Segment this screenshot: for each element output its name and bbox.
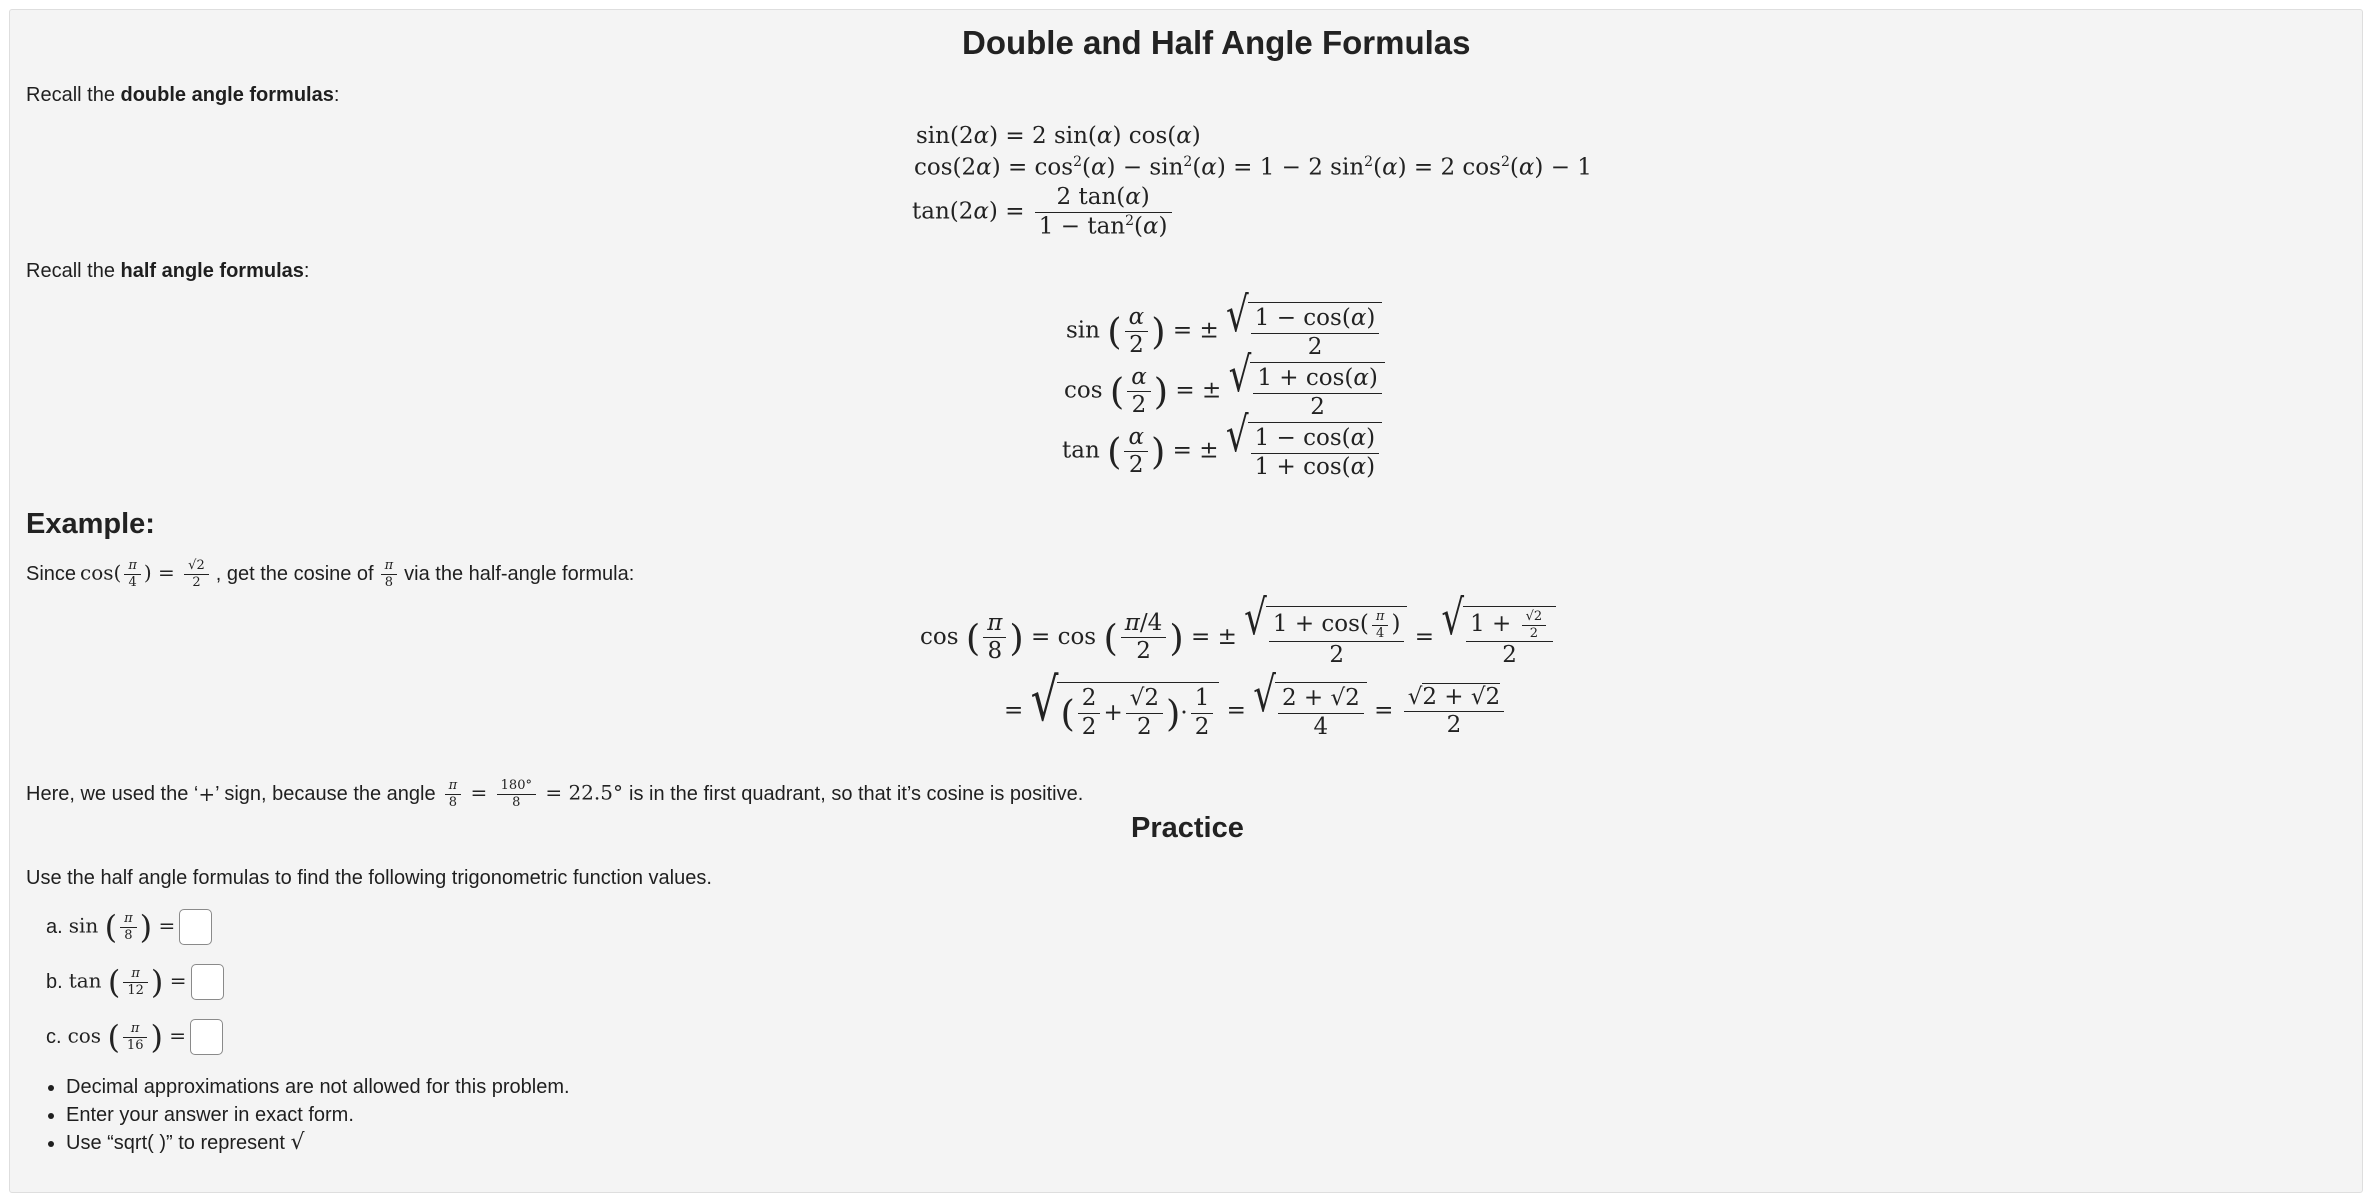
here-text-1: Here, we used the ‘ xyxy=(26,782,199,805)
plus-sign: + xyxy=(198,782,216,807)
half-angle-tan: tan ( $\frac{\alpha}{2}$ ) = ± √ $\frac{1 - \cos(\alpha)}{1 + \cos(\alpha)}$ xyxy=(1062,422,1382,481)
instructions-list xyxy=(26,1073,570,1157)
double-angle-formulas-label: double angle formulas xyxy=(120,84,334,106)
example-derivation-line-2: = √ ( $\frac{2}{2}$ + $\frac{√2}{2}$ ) · $\frac{1}{2}$ = √ $\frac{2 + √2}{4}$ = $\frac{√2 + √2}{2}$ xyxy=(1004,682,1507,741)
double-angle-tan: tan(2α) = $\frac{2 \tan(\alpha)}{1 - \tan^2(\alpha)}$ xyxy=(912,184,1175,241)
question-b xyxy=(46,963,224,1001)
example-heading: Example: xyxy=(26,508,155,540)
question-label: a. xyxy=(46,915,63,938)
question-a xyxy=(46,908,212,946)
question-b-math: tan ( $\frac{\pi}{12}$ ) = xyxy=(68,963,187,1001)
page-title: Double and Half Angle Formulas xyxy=(962,24,1471,61)
answer-input-a[interactable] xyxy=(179,909,212,945)
practice-instructions: Use the half angle formulas to find the following trigonometric function values. xyxy=(26,867,712,889)
double-angle-cos: $\cos(2\alpha) = \cos^2(\alpha) - \sin^2(\alpha) = 1 - 2$ $\sin^2(\alpha) = 2$ $\cos^2(\alpha) - 1$ xyxy=(914,154,1592,181)
question-a-math: sin ( $\frac{\pi}{8}$ ) = xyxy=(68,908,176,946)
recall-half-text xyxy=(26,260,309,283)
recall-double-text xyxy=(26,84,339,107)
question-label: c. xyxy=(46,1025,62,1048)
example-derivation-line-1: cos ( $\frac{\pi}{8}$ ) = cos ( $\frac{\pi/4}{2}$ ) = ± √ 1 + cos( $\frac{\pi}{4}$ ) 2 = √ 1 + $\frac{√2}{2}$ 2 xyxy=(920,606,1556,670)
recall-suffix: : xyxy=(303,260,310,282)
content-panel xyxy=(9,9,2363,1193)
practice-heading: Practice xyxy=(1131,812,1244,844)
question-c-math: cos ( $\frac{\pi}{16}$ ) = xyxy=(67,1018,187,1056)
answer-input-b[interactable] xyxy=(191,964,224,1000)
half-angle-sin: sin ( $\frac{\alpha}{2}$ ) = ± √ $\frac{1 - \cos(\alpha)}{2}$ xyxy=(1066,302,1382,361)
example-text-2: , get the cosine of xyxy=(215,562,374,585)
sign-explanation xyxy=(26,778,1083,810)
recall-prefix: Recall the xyxy=(26,84,121,106)
example-statement xyxy=(26,558,634,590)
example-text-3: via the half-angle formula: xyxy=(404,562,635,585)
here-text-2: ’ sign, because the angle xyxy=(215,782,436,805)
example-pi-over-8: $\frac{\pi}{8}$ xyxy=(378,558,401,590)
list-item: • Enter your answer in exact form. xyxy=(66,1101,570,1129)
example-given-math: cos( $\frac{\pi}{4}$ ) = $\frac{√2}{2}$ xyxy=(80,558,212,590)
half-angle-formulas-label: half angle formulas xyxy=(120,260,304,282)
answer-input-c[interactable] xyxy=(190,1019,223,1055)
list-item: • Use “sqrt( )” to represent √ xyxy=(66,1129,570,1157)
question-c xyxy=(46,1018,223,1056)
list-item: • Decimal approximations are not allowed for this problem. xyxy=(66,1073,570,1101)
recall-suffix: : xyxy=(333,84,340,106)
double-angle-sin: sin(2α) = 2 sin(α) cos(α) xyxy=(916,123,1201,149)
half-angle-cos: cos ( $\frac{\alpha}{2}$ ) = ± √ $\frac{1 + \cos(\alpha)}{2}$ xyxy=(1064,362,1385,421)
recall-prefix: Recall the xyxy=(26,260,121,282)
angle-conversion-math: $\frac{\pi}{8}$ = $\frac{180^\circ}{8}$ = 22.5° xyxy=(442,778,623,810)
sqrt-symbol-icon: √ xyxy=(290,1130,305,1155)
here-text-3: is in the first quadrant, so that it’s cosine is positive. xyxy=(629,782,1084,805)
question-label: b. xyxy=(46,970,63,993)
example-text-1: Since xyxy=(26,562,77,585)
